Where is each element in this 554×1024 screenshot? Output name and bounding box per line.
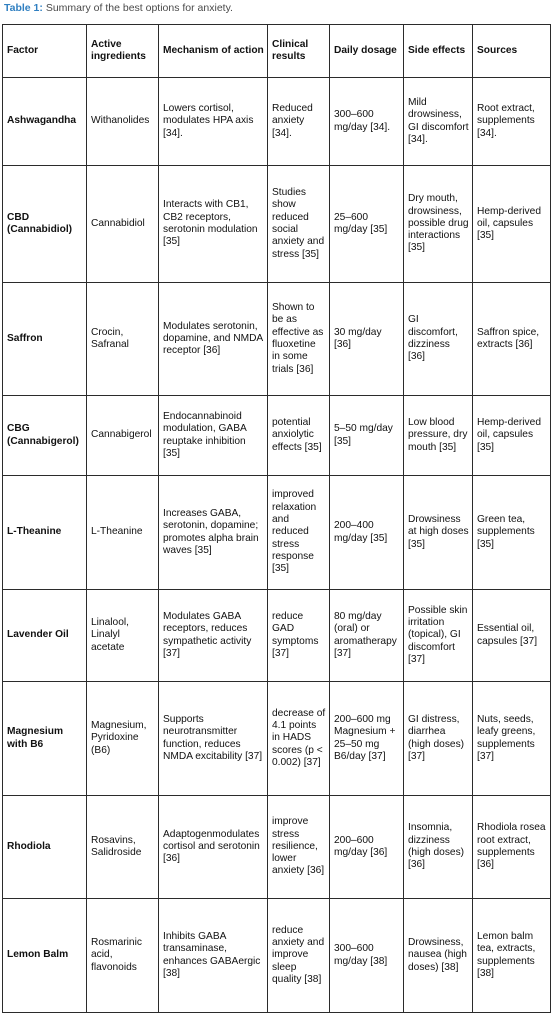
table-cell: Dry mouth, drowsiness, possible drug interactions [35] [404, 166, 473, 283]
column-header: Active ingredients [87, 25, 159, 78]
table-cell: L-Theanine [87, 476, 159, 590]
table-cell: Green tea, supplements [35] [473, 476, 551, 590]
factor-cell: CBG (Cannabigerol) [3, 396, 87, 476]
table-cell: Lemon balm tea, extracts, supplements [38] [473, 899, 551, 1013]
table-cell: 200–600 mg/day [36] [330, 796, 404, 899]
table-cell: Hemp-derived oil, capsules [35] [473, 166, 551, 283]
table-cell: Supports neurotransmitter function, reduces NMDA excitability [37] [159, 682, 268, 796]
table-cell: Drowsiness at high doses [35] [404, 476, 473, 590]
factor-cell: Rhodiola [3, 796, 87, 899]
table-cell: Withanolides [87, 78, 159, 166]
table-cell: 300–600 mg/day [34]. [330, 78, 404, 166]
table-row [3, 796, 551, 899]
anxiety-options-table [2, 24, 551, 1013]
table-cell: Rosavins, Salidroside [87, 796, 159, 899]
column-header: Factor [3, 25, 87, 78]
column-header: Mechanism of action [159, 25, 268, 78]
factor-cell: CBD (Cannabidiol) [3, 166, 87, 283]
table-cell: Adaptogenmodulates cortisol and serotonin [36] [159, 796, 268, 899]
table-cell: Increases GABA, serotonin, dopamine; promotes alpha brain waves [35] [159, 476, 268, 590]
factor-cell: Lemon Balm [3, 899, 87, 1013]
table-cell: 25–600 mg/day [35] [330, 166, 404, 283]
table-cell: decrease of 4.1 points in HADS scores (p < 0.002) [37] [268, 682, 330, 796]
table-cell: improve stress resilience, lower anxiety [36] [268, 796, 330, 899]
factor-cell: Lavender Oil [3, 590, 87, 682]
table-cell: Root extract, supplements [34]. [473, 78, 551, 166]
table-cell: Essential oil, capsules [37] [473, 590, 551, 682]
table-cell: Modulates GABA receptors, reduces sympathetic activity [37] [159, 590, 268, 682]
table-cell: Lowers cortisol, modulates HPA axis [34]. [159, 78, 268, 166]
table-cell: Cannabidiol [87, 166, 159, 283]
factor-cell: Saffron [3, 283, 87, 396]
table-row [3, 682, 551, 796]
table-cell: Cannabigerol [87, 396, 159, 476]
table-cell: Mild drowsiness, GI discomfort [34]. [404, 78, 473, 166]
table-row [3, 476, 551, 590]
table-cell: Endocannabinoid modulation, GABA reuptake inhibition [35] [159, 396, 268, 476]
table-caption-text: Summary of the best options for anxiety. [42, 2, 233, 14]
column-header: Daily dosage [330, 25, 404, 78]
table-cell: Modulates serotonin, dopamine, and NMDA receptor [36] [159, 283, 268, 396]
column-header: Clinical results [268, 25, 330, 78]
table-cell: 80 mg/day (oral) or aromatherapy [37] [330, 590, 404, 682]
table-cell: Insomnia, dizziness (high doses) [36] [404, 796, 473, 899]
table-cell: GI distress, diarrhea (high doses) [37] [404, 682, 473, 796]
table-cell: Inhibits GABA transaminase, enhances GABAergic [38] [159, 899, 268, 1013]
table-cell: Nuts, seeds, leafy greens, supplements [37] [473, 682, 551, 796]
table-cell: GI discomfort, dizziness [36] [404, 283, 473, 396]
table-cell: Shown to be as effective as fluoxetine in some trials [36] [268, 283, 330, 396]
table-row [3, 166, 551, 283]
table-cell: 30 mg/day [36] [330, 283, 404, 396]
table-row [3, 590, 551, 682]
table-row [3, 283, 551, 396]
table-cell: Saffron spice, extracts [36] [473, 283, 551, 396]
column-header: Sources [473, 25, 551, 78]
table-cell: potential anxiolytic effects [35] [268, 396, 330, 476]
table-cell: Linalool, Linalyl acetate [87, 590, 159, 682]
table-cell: Possible skin irritation (topical), GI discomfort [37] [404, 590, 473, 682]
table-cell: Rosmarinic acid, flavonoids [87, 899, 159, 1013]
table-cell: 200–600 mg Magnesium + 25–50 mg B6/day [37] [330, 682, 404, 796]
table-cell: Studies show reduced social anxiety and stress [35] [268, 166, 330, 283]
factor-cell: Magnesium with B6 [3, 682, 87, 796]
table-cell: Drowsiness, nausea (high doses) [38] [404, 899, 473, 1013]
column-header: Side effects [404, 25, 473, 78]
table-cell: Reduced anxiety [34]. [268, 78, 330, 166]
factor-cell: L-Theanine [3, 476, 87, 590]
table-caption-label: Table 1: [4, 2, 43, 14]
table-cell: Magnesium, Pyridoxine (B6) [87, 682, 159, 796]
table-row [3, 396, 551, 476]
table-cell: improved relaxation and reduced stress response [35] [268, 476, 330, 590]
table-row [3, 78, 551, 166]
table-cell: Low blood pressure, dry mouth [35] [404, 396, 473, 476]
table-cell: reduce anxiety and improve sleep quality [38] [268, 899, 330, 1013]
table-cell: reduce GAD symptoms [37] [268, 590, 330, 682]
table-header-row [3, 25, 551, 78]
factor-cell: Ashwagandha [3, 78, 87, 166]
table-cell: Hemp-derived oil, capsules [35] [473, 396, 551, 476]
table-cell: Crocin, Safranal [87, 283, 159, 396]
table-cell: 200–400 mg/day [35] [330, 476, 404, 590]
table-cell: Interacts with CB1, CB2 receptors, serotonin modulation [35] [159, 166, 268, 283]
table-cell: 300–600 mg/day [38] [330, 899, 404, 1013]
table-caption [4, 2, 233, 15]
table-cell: Rhodiola rosea root extract, supplements [36] [473, 796, 551, 899]
table-row [3, 899, 551, 1013]
table-cell: 5–50 mg/day [35] [330, 396, 404, 476]
